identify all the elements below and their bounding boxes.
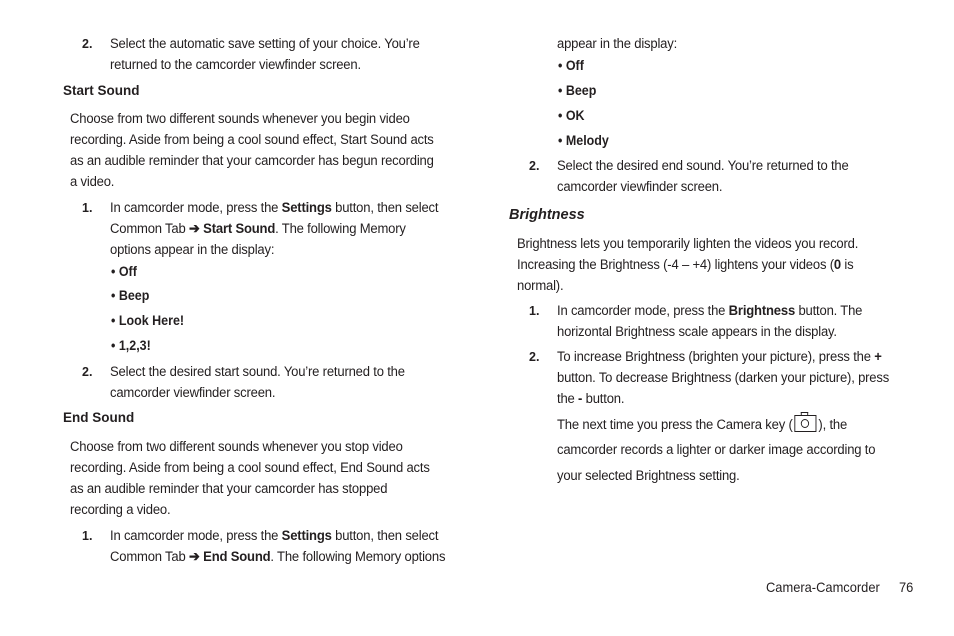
step-text: camcorder viewfinder screen. <box>110 385 276 401</box>
option-item: • Beep <box>558 83 597 99</box>
option-item: • OK <box>558 108 585 124</box>
paragraph-line: Choose from two different sounds whenever you stop video <box>70 439 403 455</box>
step-number: 1. <box>529 304 540 318</box>
paragraph-line: a video. <box>70 174 115 190</box>
step-text: returned to the camcorder viewfinder screen. <box>110 57 361 73</box>
paragraph-line: Choose from two different sounds whenever you begin video <box>70 111 410 127</box>
step-number: 2. <box>82 37 93 51</box>
step-text: your selected Brightness setting. <box>557 468 740 484</box>
paragraph-line: as an audible reminder that your camcorder has begun recording <box>70 153 434 169</box>
option-item: • Off <box>111 264 137 280</box>
paragraph-line: normal). <box>517 278 564 294</box>
step-number: 1. <box>82 529 93 543</box>
option-item: • Off <box>558 58 584 74</box>
step-text: Select the desired end sound. You’re returned to the <box>557 158 849 174</box>
step-text: Select the desired start sound. You’re returned to the <box>110 364 405 380</box>
step-text: button. To decrease Brightness (darken your picture), press <box>557 370 890 386</box>
step-text: In camcorder mode, press the Settings button, then select <box>110 528 439 544</box>
step-text: Common Tab ➔ End Sound. The following Memory options <box>110 549 446 565</box>
step-text: the - button. <box>557 391 625 407</box>
option-item: • 1,2,3! <box>111 338 151 354</box>
step-text: Common Tab ➔ Start Sound. The following Memory <box>110 221 406 237</box>
step-text: In camcorder mode, press the Brightness button. The <box>557 303 863 319</box>
page-number: 76 <box>899 579 914 595</box>
heading-brightness: Brightness <box>509 207 585 223</box>
option-item: • Melody <box>558 133 609 149</box>
step-text: camcorder viewfinder screen. <box>557 179 723 195</box>
paragraph-line: as an audible reminder that your camcorder has stopped <box>70 481 388 497</box>
paragraph-line: recording a video. <box>70 502 171 518</box>
paragraph-line: Increasing the Brightness (-4 – +4) lightens your videos (0 is <box>517 257 854 273</box>
step-number: 1. <box>82 201 93 215</box>
step-text: options appear in the display: <box>110 242 275 258</box>
step-text: In camcorder mode, press the Settings button, then select <box>110 200 439 216</box>
option-item: • Look Here! <box>111 313 185 329</box>
option-item: • Beep <box>111 288 150 304</box>
step-text: To increase Brightness (brighten your picture), press the + <box>557 349 882 365</box>
paragraph-line: recording. Aside from being a cool sound effect, Start Sound acts <box>70 132 434 148</box>
step-text: camcorder records a lighter or darker image according to <box>557 442 876 458</box>
paragraph-line: Brightness lets you temporarily lighten the videos you record. <box>517 236 859 252</box>
step-text: appear in the display: <box>557 36 678 52</box>
heading-start-sound: Start Sound <box>63 83 140 98</box>
step-number: 2. <box>529 159 540 173</box>
paragraph-line: recording. Aside from being a cool sound effect, End Sound acts <box>70 460 430 476</box>
step-number: 2. <box>529 350 540 364</box>
step-number: 2. <box>82 365 93 379</box>
step-text: horizontal Brightness scale appears in the display. <box>557 324 837 340</box>
footer-section-title: Camera-Camcorder <box>766 579 880 595</box>
step-text: Select the automatic save setting of your choice. You’re <box>110 36 420 52</box>
step-text: The next time you press the Camera key ( ), the <box>557 417 848 433</box>
heading-end-sound: End Sound <box>63 410 135 425</box>
camera-key-icon <box>795 415 817 432</box>
